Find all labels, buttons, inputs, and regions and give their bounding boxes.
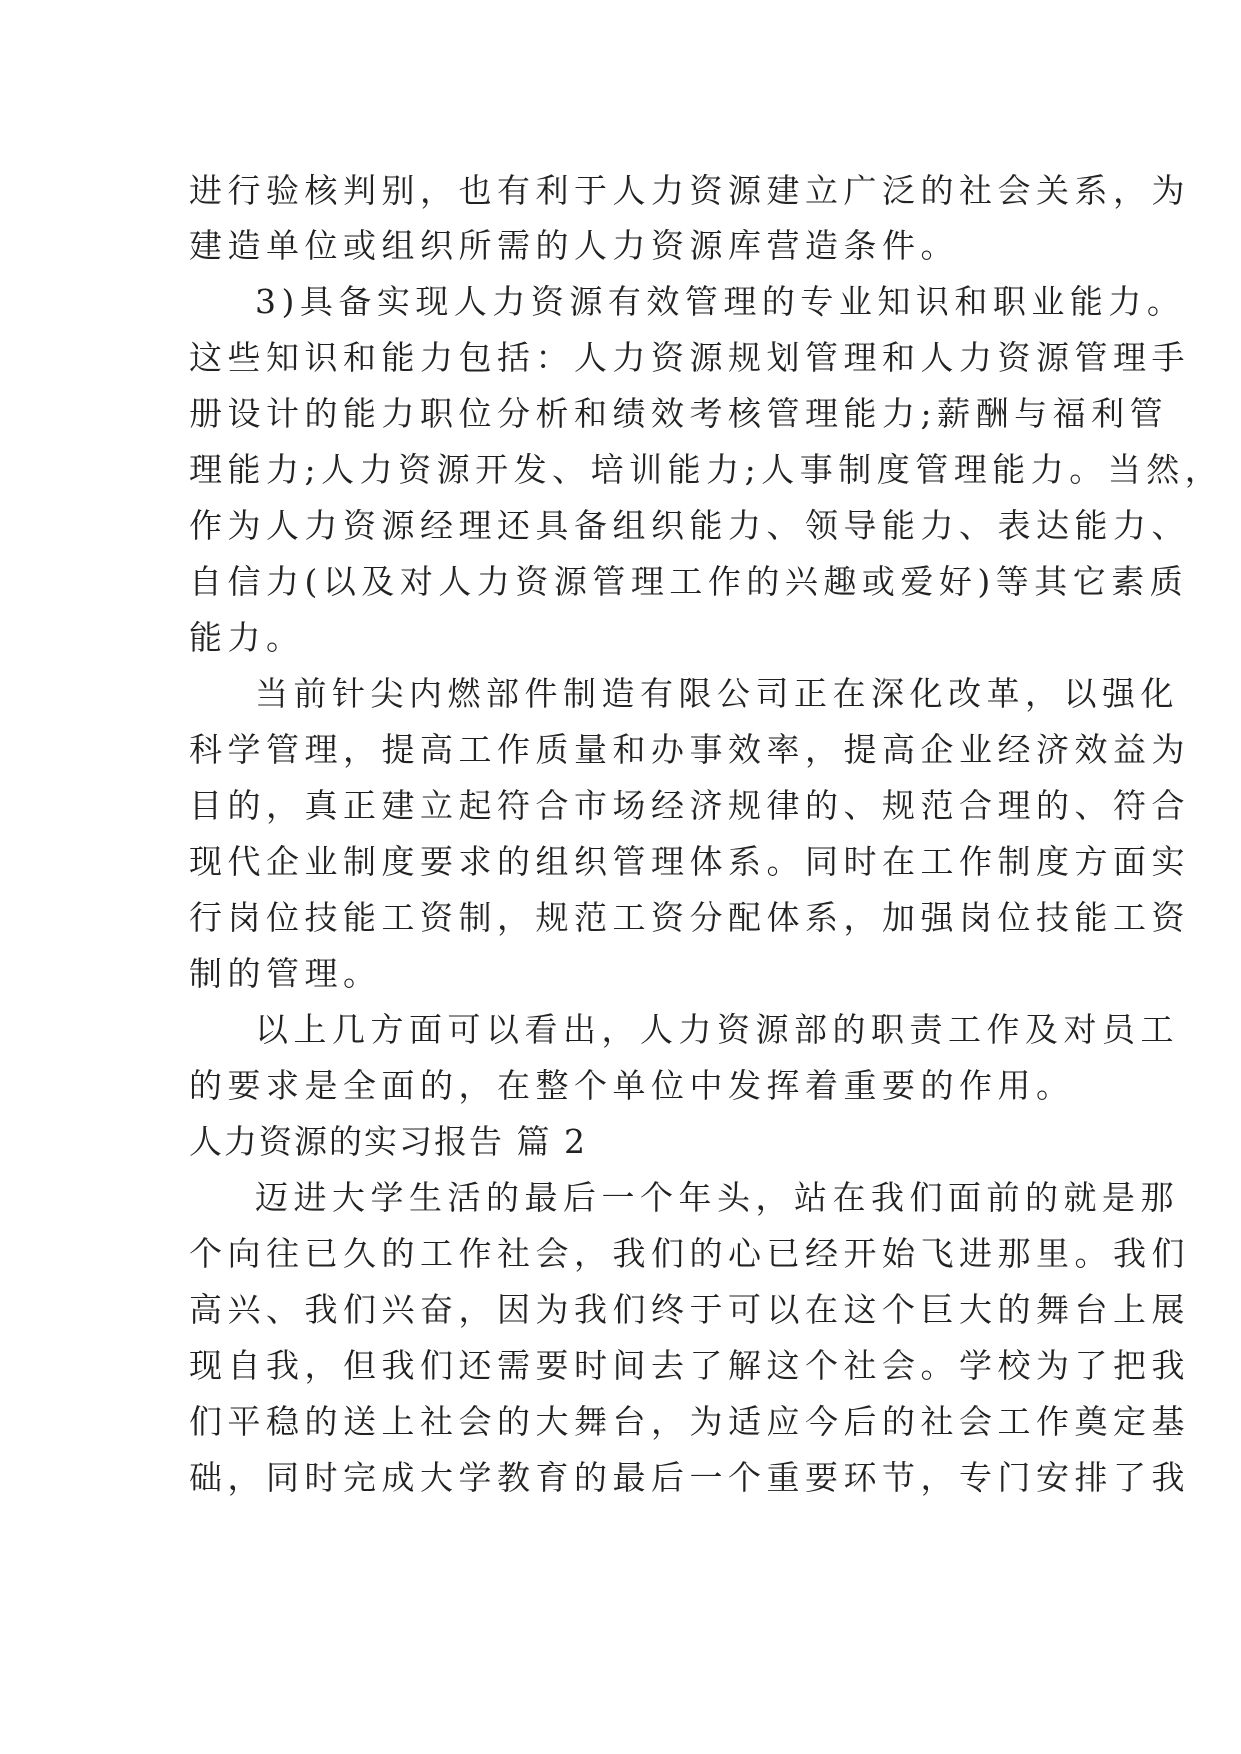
section-heading: 人力资源的实习报告 篇 2 [189,1122,587,1161]
paragraph-first-line: 迈进大学生活的最后一个年头，站在我们面前的就是那 [255,1178,1179,1217]
body-line: 现代企业制度要求的组织管理体系。同时在工作制度方面实 [189,842,1190,881]
body-line: 目的，真正建立起符合市场经济规律的、规范合理的、符合 [189,786,1190,825]
body-line: 们平稳的送上社会的大舞台，为适应今后的社会工作奠定基 [189,1402,1190,1441]
body-line: 的要求是全面的，在整个单位中发挥着重要的作用。 [189,1066,1075,1105]
body-line: 科学管理，提高工作质量和办事效率，提高企业经济效益为 [189,730,1190,769]
body-line: 册设计的能力职位分析和绩效考核管理能力;薪酬与福利管 [189,394,1169,433]
paragraph-first-line: 以上几方面可以看出，人力资源部的职责工作及对员工 [255,1010,1179,1049]
body-line: 行岗位技能工资制，规范工资分配体系，加强岗位技能工资 [189,898,1190,937]
body-line: 高兴、我们兴奋，因为我们终于可以在这个巨大的舞台上展 [189,1290,1190,1329]
body-line: 现自我，但我们还需要时间去了解这个社会。学校为了把我 [189,1346,1190,1385]
body-line: 个向往已久的工作社会，我们的心已经开始飞进那里。我们 [189,1234,1190,1273]
body-line: 建造单位或组织所需的人力资源库营造条件。 [189,226,959,265]
body-line: 理能力;人力资源开发、培训能力;人事制度管理能力。当然， [189,450,1224,489]
body-line: 自信力(以及对人力资源管理工作的兴趣或爱好)等其它素质 [189,562,1189,601]
body-line: 制的管理。 [189,954,382,993]
body-line: 这些知识和能力包括：人力资源规划管理和人力资源管理手 [189,338,1190,377]
body-line: 能力。 [189,618,305,657]
body-line: 进行验核判别，也有利于人力资源建立广泛的社会关系，为 [189,171,1190,210]
paragraph-first-line: 3)具备实现人力资源有效管理的专业知识和职业能力。 [255,282,1186,321]
paragraph-first-line: 当前针尖内燃部件制造有限公司正在深化改革，以强化 [255,674,1179,713]
body-line: 作为人力资源经理还具备组织能力、领导能力、表达能力、 [189,506,1190,545]
body-line: 础，同时完成大学教育的最后一个重要环节，专门安排了我 [189,1458,1190,1497]
